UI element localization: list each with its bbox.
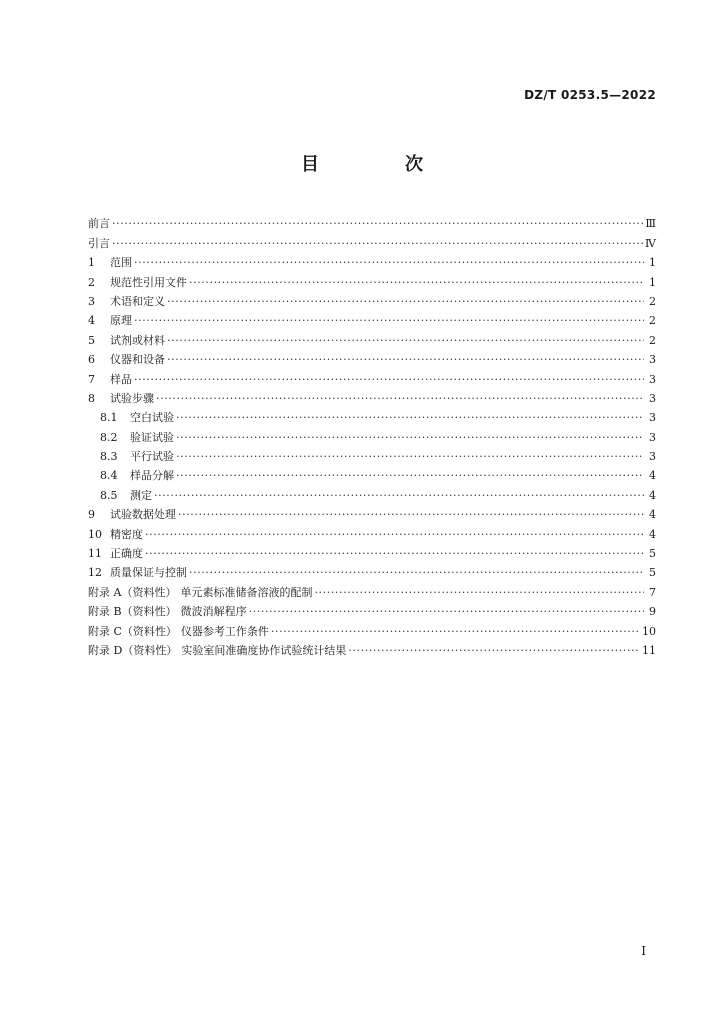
toc-entry-page: 3 xyxy=(649,391,656,405)
toc-entry[interactable] xyxy=(88,290,656,309)
toc-entry[interactable] xyxy=(88,561,656,580)
toc-entry[interactable] xyxy=(88,212,656,231)
toc-entry-number: 11 xyxy=(88,547,102,561)
toc-entry[interactable] xyxy=(88,270,656,289)
toc-entry[interactable] xyxy=(88,367,656,386)
toc-entry-page: 3 xyxy=(649,372,656,386)
toc-entry-page: 1 xyxy=(649,256,656,270)
toc-dot-leader xyxy=(167,353,644,367)
table-of-contents xyxy=(88,212,656,658)
toc-entry-page: 1 xyxy=(649,275,656,289)
toc-entry-label: 精密度 xyxy=(110,527,143,541)
toc-entry-number: 4 xyxy=(88,314,95,328)
toc-entry[interactable] xyxy=(88,522,656,541)
toc-entry-number: 3 xyxy=(88,294,95,308)
toc-entry-number: 附录 C（资料性） xyxy=(88,624,177,638)
toc-entry-number: 1 xyxy=(88,256,95,270)
toc-entry-number: 5 xyxy=(88,333,95,347)
page-number: I xyxy=(641,944,646,958)
toc-entry-page: 7 xyxy=(649,585,656,599)
toc-entry-number: 12 xyxy=(88,566,102,580)
toc-entry-label: 样品分解 xyxy=(130,469,174,483)
toc-entry[interactable] xyxy=(88,542,656,561)
toc-entry-page: 9 xyxy=(649,605,656,619)
toc-entry[interactable] xyxy=(88,445,656,464)
toc-entry-number: 6 xyxy=(88,353,95,367)
toc-entry-label: 空白试验 xyxy=(130,411,174,425)
toc-dot-leader xyxy=(134,373,644,387)
toc-entry-label: 试验步骤 xyxy=(110,391,154,405)
toc-entry-page: 4 xyxy=(649,488,656,502)
toc-dot-leader xyxy=(134,256,644,270)
toc-entry-number: 附录 D（资料性） xyxy=(88,643,178,657)
toc-dot-leader xyxy=(156,392,644,406)
toc-dot-leader xyxy=(167,334,644,348)
toc-entry-number: 8.1 xyxy=(100,411,118,425)
toc-entry-label: 试验数据处理 xyxy=(110,508,176,522)
toc-entry-page: 2 xyxy=(649,294,656,308)
toc-entry-number: 10 xyxy=(88,527,102,541)
toc-entry-number: 8.4 xyxy=(100,469,118,483)
toc-entry-label: 平行试验 xyxy=(130,450,174,464)
toc-dot-leader xyxy=(176,469,644,483)
document-code: DZ/T 0253.5—2022 xyxy=(524,88,656,102)
toc-dot-leader xyxy=(154,489,644,503)
toc-entry-number: 7 xyxy=(88,372,95,386)
toc-dot-leader xyxy=(134,314,644,328)
toc-entry-label: 仪器和设备 xyxy=(110,353,165,367)
toc-entry[interactable] xyxy=(88,425,656,444)
toc-entry-label: 单元素标准储备溶液的配制 xyxy=(180,585,313,599)
toc-entry-page: 2 xyxy=(649,333,656,347)
toc-entry[interactable] xyxy=(88,464,656,483)
toc-entry-label: 范围 xyxy=(110,256,132,270)
toc-entry-number: 8 xyxy=(88,391,95,405)
toc-entry-number: 8.5 xyxy=(100,488,118,502)
toc-entry-label: 试剂或材料 xyxy=(110,333,165,347)
toc-entry[interactable] xyxy=(88,503,656,522)
toc-dot-leader xyxy=(112,237,643,251)
toc-entry-label: 原理 xyxy=(110,314,132,328)
toc-entry-label: 实验室间准确度协作试验统计结果 xyxy=(181,643,347,657)
toc-entry-label: 质量保证与控制 xyxy=(110,566,187,580)
toc-dot-leader xyxy=(176,450,644,464)
toc-entry-label: 测定 xyxy=(130,488,152,502)
toc-dot-leader xyxy=(167,295,644,309)
toc-entry[interactable] xyxy=(88,348,656,367)
toc-entry[interactable] xyxy=(88,580,656,599)
toc-entry[interactable] xyxy=(88,619,656,638)
toc-entry-page: 4 xyxy=(649,508,656,522)
toc-dot-leader xyxy=(348,644,640,658)
toc-dot-leader xyxy=(145,528,644,542)
toc-entry[interactable] xyxy=(88,309,656,328)
toc-dot-leader xyxy=(189,566,644,580)
toc-dot-leader xyxy=(145,547,644,561)
toc-entry-label: 规范性引用文件 xyxy=(110,275,187,289)
toc-entry-page: 3 xyxy=(649,450,656,464)
toc-entry-number: 附录 A（资料性） xyxy=(88,585,177,599)
toc-entry-page: 3 xyxy=(649,430,656,444)
toc-entry-number: 9 xyxy=(88,508,95,522)
toc-entry-label: 样品 xyxy=(110,372,132,386)
toc-entry-number: 附录 B（资料性） xyxy=(88,605,177,619)
toc-entry-page: 10 xyxy=(642,624,656,638)
toc-entry[interactable] xyxy=(88,251,656,270)
toc-entry-page: 3 xyxy=(649,353,656,367)
toc-entry-page: 4 xyxy=(649,469,656,483)
toc-entry-label: 术语和定义 xyxy=(110,294,165,308)
toc-dot-leader xyxy=(176,411,644,425)
page-title: 目 次 xyxy=(301,154,457,175)
toc-entry[interactable] xyxy=(88,387,656,406)
toc-dot-leader xyxy=(176,431,644,445)
toc-entry-page: 3 xyxy=(649,411,656,425)
toc-entry[interactable] xyxy=(88,328,656,347)
toc-entry-number: 8.3 xyxy=(100,450,118,464)
toc-entry-page: 5 xyxy=(649,566,656,580)
toc-entry-page: Ⅳ xyxy=(645,236,656,250)
toc-entry-label: 验证试验 xyxy=(130,430,174,444)
toc-dot-leader xyxy=(112,217,643,231)
toc-entry-label: 正确度 xyxy=(110,547,143,561)
toc-entry[interactable] xyxy=(88,406,656,425)
toc-dot-leader xyxy=(249,605,644,619)
toc-entry-page: 11 xyxy=(642,643,656,657)
toc-entry-label: 仪器参考工作条件 xyxy=(180,624,269,638)
toc-entry-label: 微波消解程序 xyxy=(180,605,247,619)
toc-entry-label: 引言 xyxy=(88,236,110,250)
toc-entry[interactable] xyxy=(88,231,656,250)
toc-entry-page: 5 xyxy=(649,547,656,561)
toc-dot-leader xyxy=(271,625,640,639)
toc-entry-number: 2 xyxy=(88,275,95,289)
toc-entry-page: 4 xyxy=(649,527,656,541)
toc-entry-page: 2 xyxy=(649,314,656,328)
toc-dot-leader xyxy=(178,508,644,522)
toc-entry-label: 前言 xyxy=(88,217,110,231)
toc-entry-page: Ⅲ xyxy=(645,217,656,231)
toc-entry[interactable] xyxy=(88,600,656,619)
toc-dot-leader xyxy=(314,586,644,600)
toc-entry-number: 8.2 xyxy=(100,430,118,444)
toc-entry[interactable] xyxy=(88,639,656,658)
toc-entry[interactable] xyxy=(88,483,656,502)
toc-dot-leader xyxy=(189,276,644,290)
